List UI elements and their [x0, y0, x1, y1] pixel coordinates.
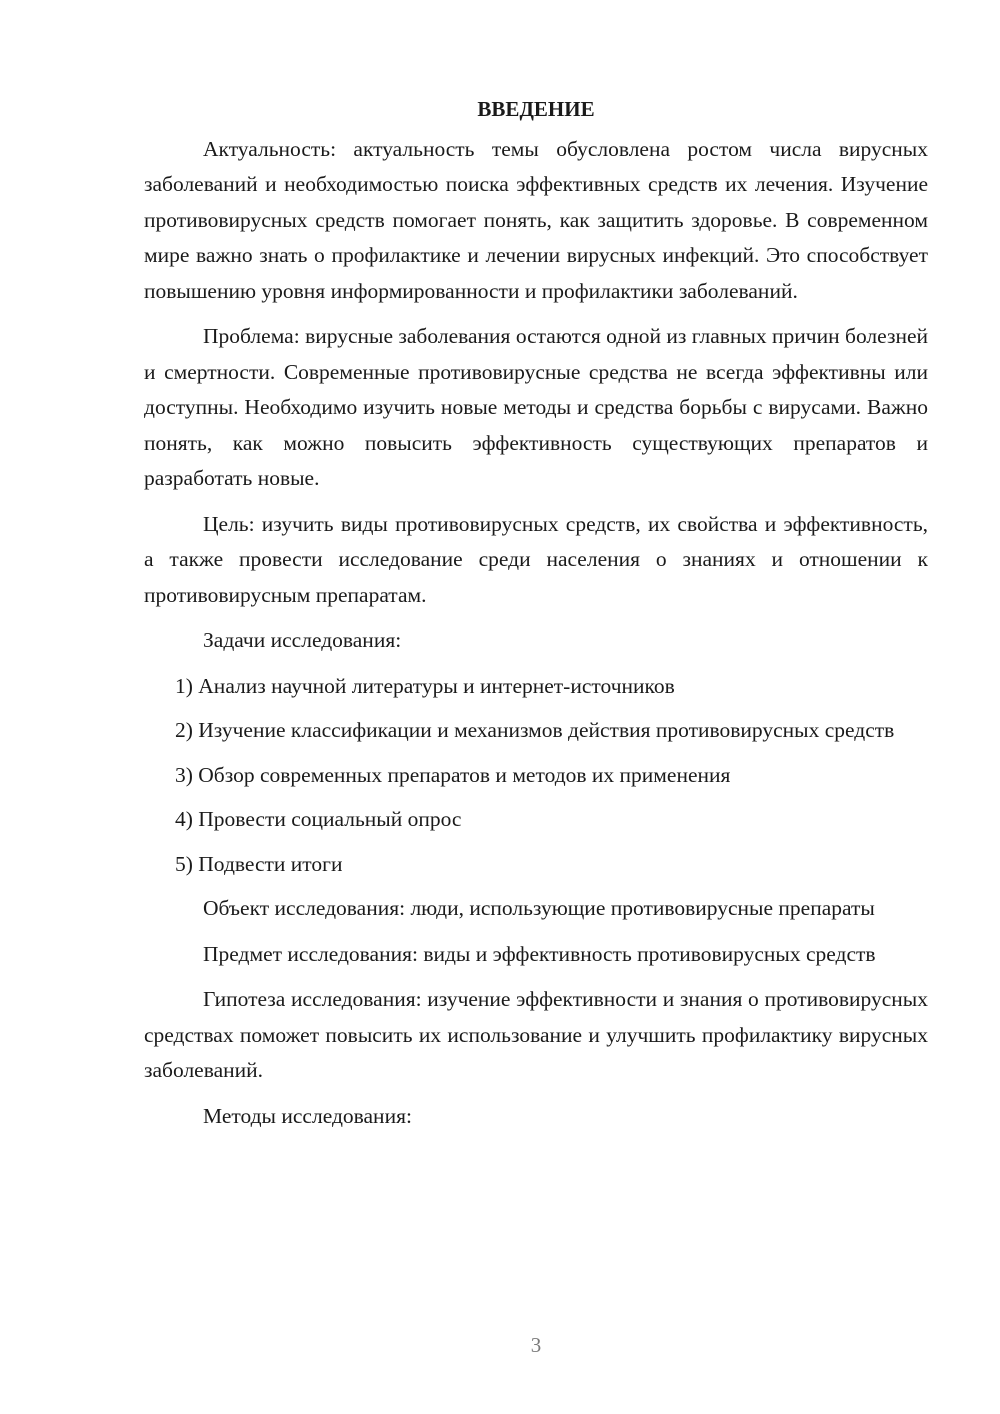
page-number: 3 [530, 1333, 542, 1357]
subject-paragraph: Предмет исследования: виды и эффективность противовирусных средств [203, 941, 876, 966]
object-paragraph: Объект исследования: люди, использующие противовирусные препараты [203, 896, 875, 920]
hypothesis-paragraph: Гипотеза исследования: изучение эффективности и знания о противовирусных средствах поможет повысить их использование и улучшить профилактику вирусных заболеваний. [144, 987, 928, 1082]
task-item-3: 3) Обзор современных препаратов и методов их применения [175, 762, 731, 787]
page-body [144, 92, 928, 1144]
task-item-5: 5) Подвести итоги [175, 851, 343, 876]
methods-heading: Методы исследования: [203, 1103, 412, 1128]
task-item-4: 4) Провести социальный опрос [175, 807, 462, 831]
problem-paragraph: Проблема: вирусные заболевания остаются одной из главных причин болезней и смертности. Современные противовирусные средства не всегда эффективны или доступны. Необходимо изучить новые методы и средства борьбы с вирусами. Важно понять, как можно повысить эффективность существующих препаратов и разработать новые. [144, 324, 928, 490]
task-item-2: 2) Изучение классификации и механизмов действия противовирусных средств [175, 718, 895, 742]
page-title: ВВЕДЕНИЕ [477, 97, 595, 121]
relevance-paragraph: Актуальность: актуальность темы обусловлена ростом числа вирусных заболеваний и необходимостью поиска эффективных средств их лечения. Изучение противовирусных средств помогает понять, как защитить здоровье. В современном мире важно знать о профилактике и лечении вирусных инфекций. Это способствует повышению уровня информированности и профилактики заболеваний. [144, 136, 928, 303]
tasks-heading: Задачи исследования: [203, 628, 402, 652]
goal-paragraph: Цель: изучить виды противовирусных средств, их свойства и эффективность, а также провести исследование среди населения о знаниях и отношении к противовирусным препаратам. [144, 511, 928, 607]
task-item-1: 1) Анализ научной литературы и интернет-источников [175, 673, 675, 698]
